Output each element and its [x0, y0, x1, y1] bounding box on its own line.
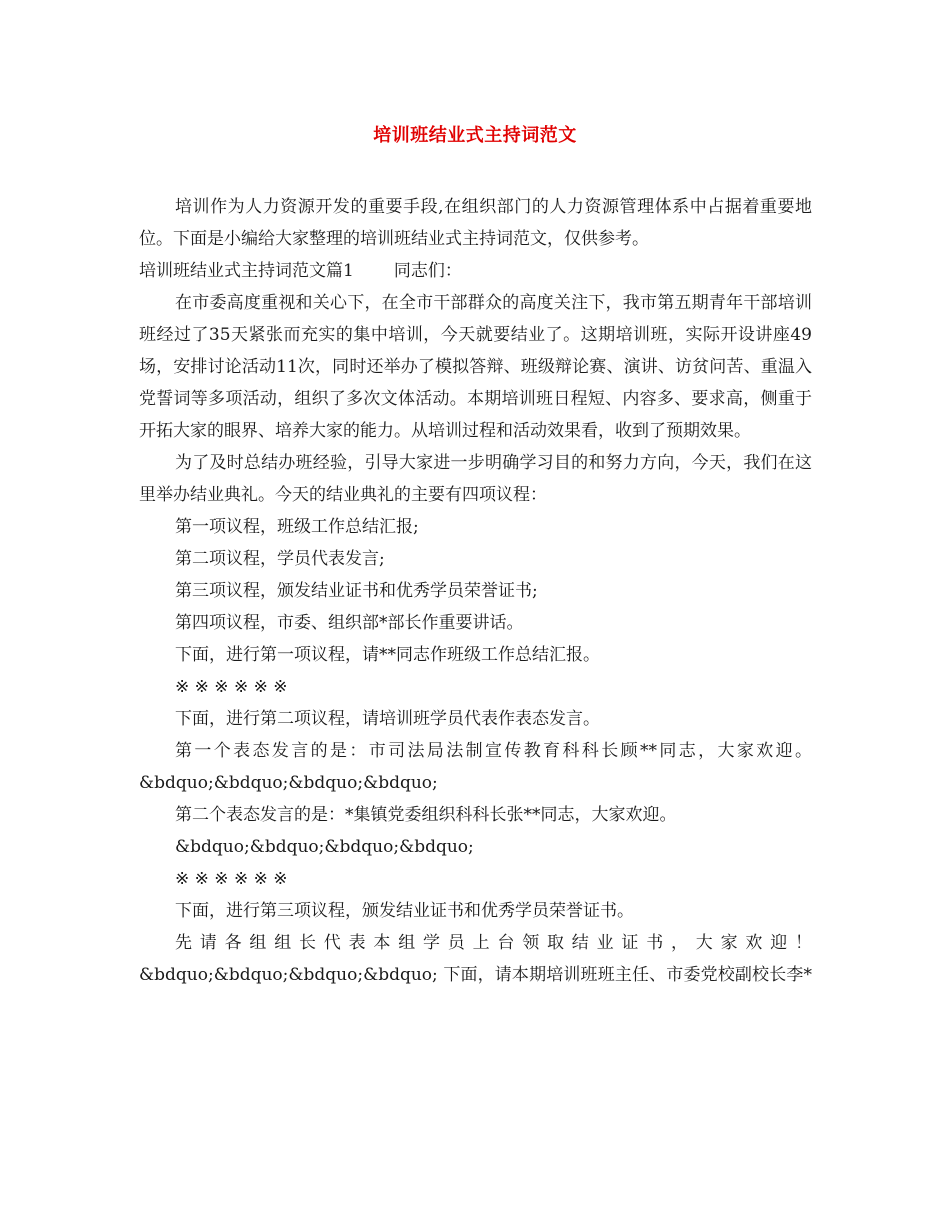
divider-2: ※ ※ ※ ※ ※ ※ [175, 869, 288, 889]
body-paragraph-1: 在市委高度重视和关心下，在全市干部群众的高度关注下，我市第五期青年干部培训班经过了35天紧张而充实的集中培训，今天就要结业了。这期培训班，实际开设讲座49场，安排讨论活动11次，同时还举办了模拟答辩、班级辩论赛、演讲、访贫问苦、重温入党誓词等多项活动，组织了多次文体活动。本期培训班日程短、内容多、要求高，侧重于开拓大家的眼界、培养大家的能力。从培训过程和活动效果看，收到了预期效果。 [139, 293, 812, 441]
speaker-2: 第二个表态发言的是：*集镇党委组织科科长张**同志，大家欢迎。 [175, 805, 677, 825]
section-heading: 培训班结业式主持词范文篇1 [139, 261, 354, 281]
closing-line-2 [139, 959, 812, 991]
closing-quote: &bdquo;&bdquo;&bdquo;&bdquo; [139, 965, 438, 985]
agenda-item-1: 第一项议程，班级工作总结汇报; [175, 517, 419, 537]
closing-text: 下面，请本期培训班班主任、市委党校副校长李* [443, 965, 813, 985]
agenda-step-3: 下面，进行第三项议程，颁发结业证书和优秀学员荣誉证书。 [175, 901, 634, 921]
agenda-step-1: 下面，进行第一项议程，请**同志作班级工作总结汇报。 [175, 645, 600, 665]
heading-line [139, 255, 812, 287]
divider-1: ※ ※ ※ ※ ※ ※ [175, 677, 288, 697]
agenda-step-2: 下面，进行第二项议程，请培训班学员代表作表态发言。 [175, 709, 600, 729]
document-body [139, 191, 812, 991]
intro-paragraph: 培训作为人力资源开发的重要手段,在组织部门的人力资源管理体系中占据着重要地位。下面是小编给大家整理的培训班结业式主持词范文，仅供参考。 [139, 197, 812, 249]
speaker-1: 第一个表态发言的是：市司法局法制宣传教育科科长顾**同志，大家欢迎。 [175, 741, 812, 761]
body-paragraph-2: 为了及时总结办班经验，引导大家进一步明确学习目的和努力方向，今天，我们在这里举办结业典礼。今天的结业典礼的主要有四项议程： [139, 453, 812, 505]
closing-line-1: 先请各组组长代表本组学员上台领取结业证书，大家欢迎！ [175, 933, 812, 953]
agenda-item-2: 第二项议程，学员代表发言; [175, 549, 385, 569]
agenda-item-3: 第三项议程，颁发结业证书和优秀学员荣誉证书; [175, 581, 538, 601]
document-title: 培训班结业式主持词范文 [373, 125, 577, 146]
quote-1: &bdquo;&bdquo;&bdquo;&bdquo; [139, 773, 438, 793]
salutation: 同志们： [393, 261, 462, 281]
quote-2: &bdquo;&bdquo;&bdquo;&bdquo; [175, 837, 474, 857]
agenda-item-4: 第四项议程，市委、组织部*部长作重要讲话。 [175, 613, 524, 633]
